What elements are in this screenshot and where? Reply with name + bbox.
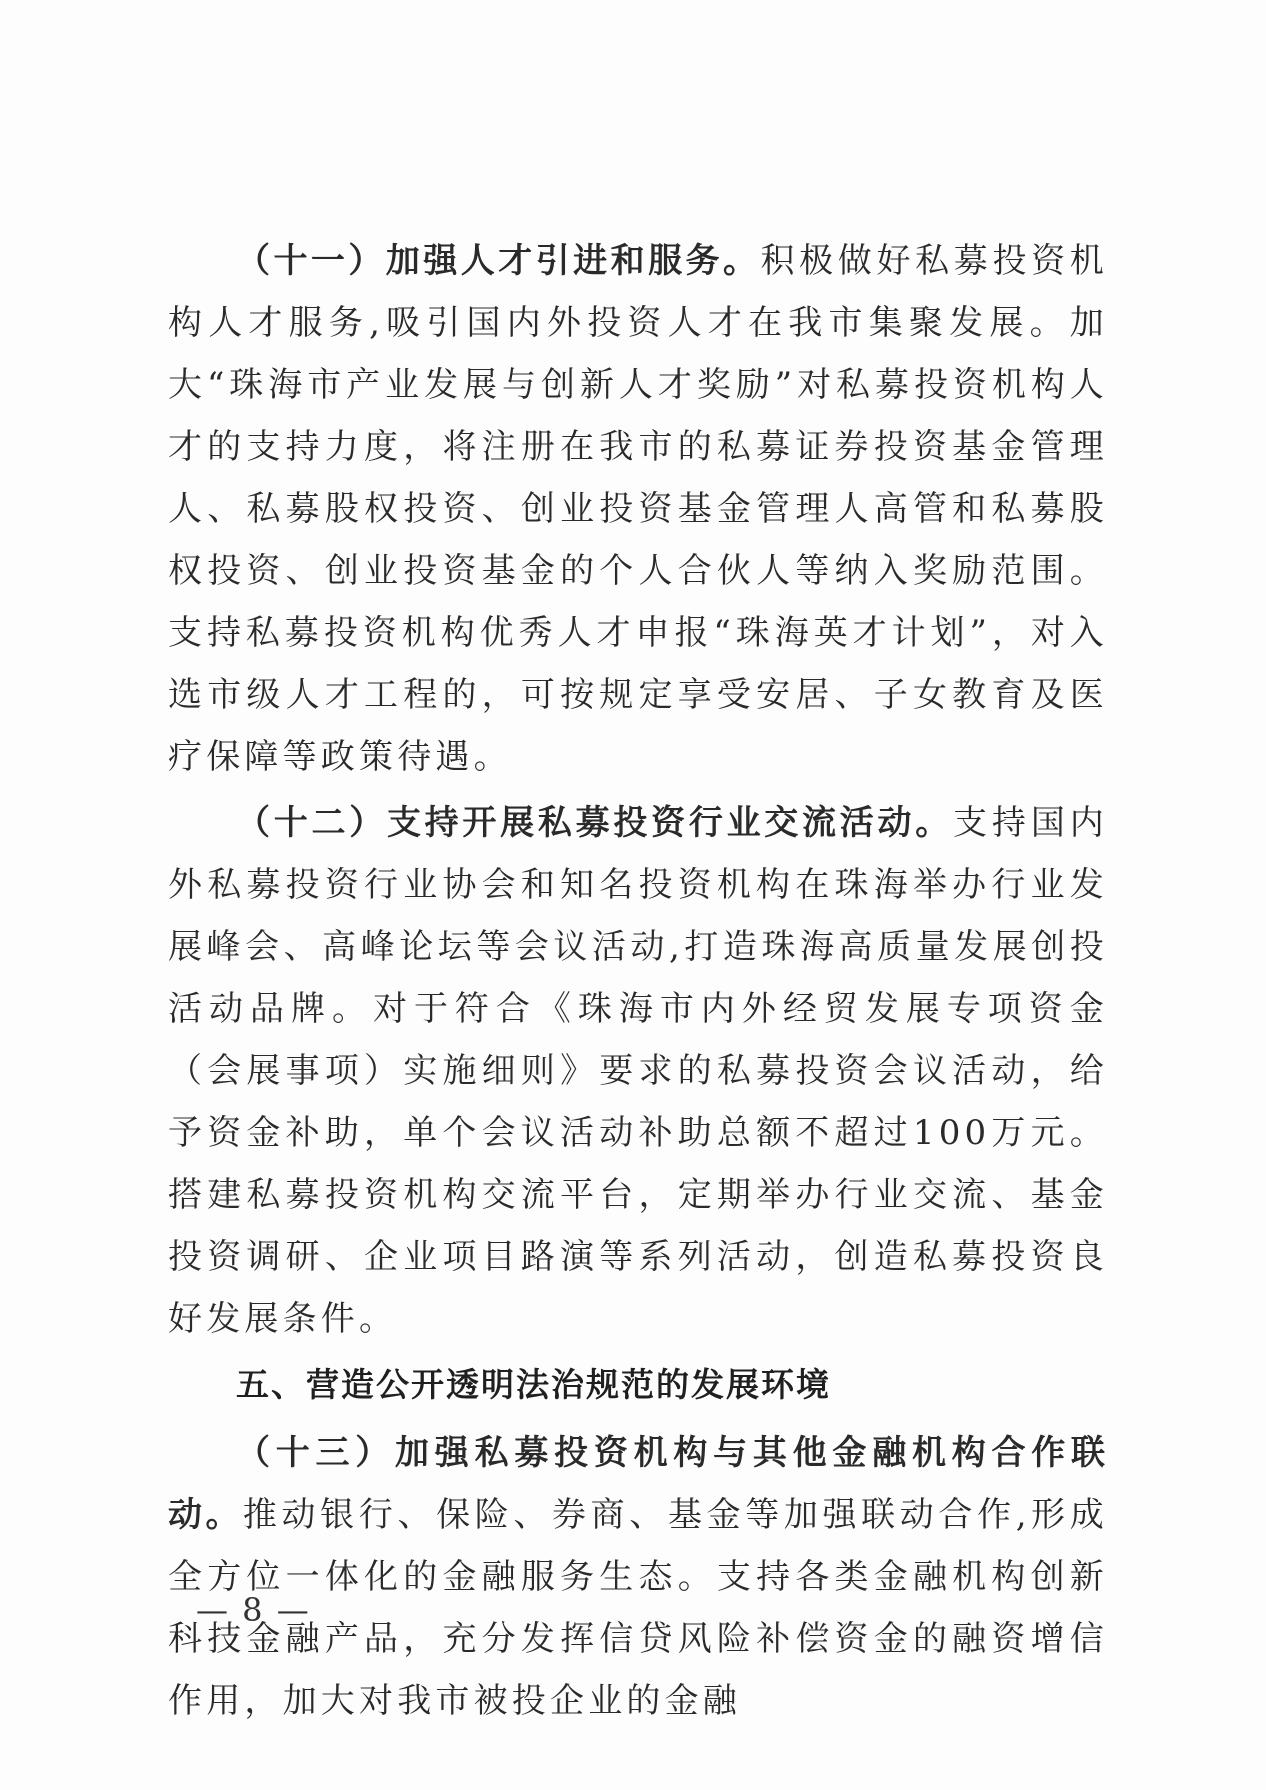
paragraph-lead-heading: （十一）加强人才引进和服务。 [236, 241, 761, 281]
paragraph-industry-exchange [168, 792, 1108, 1350]
paragraph-financial-cooperation [168, 1422, 1108, 1732]
paragraph-lead-heading: （十三）加强私募投资机构与其他金融机构合作联动。 [168, 1433, 1108, 1535]
paragraph-body-text: 推动银行、保险、券商、基金等加强联动合作,形成全方位一体化的金融服务生态。支持各类金融机构创新科技金融产品，充分发挥信贷风险补偿资金的融资增信作用，加大对我市被投企业的金融 [168, 1495, 1109, 1721]
section-heading: 五、营造公开透明法治规范的发展环境 [236, 1365, 831, 1404]
paragraph-lead-heading: （十二）支持开展私募投资行业交流活动。 [236, 803, 953, 843]
page-number: — 8 — [196, 1591, 311, 1629]
paragraph-talent-services [168, 230, 1108, 788]
paragraph-body-text: 积极做好私募投资机构人才服务,吸引国内外投资人才在我市集聚发展。加大“珠海市产业发展与创新人才奖励”对私募投资机构人才的支持力度，将注册在我市的私募证券投资基金管理人、私募股权投资、创业投资基金管理人高管和私募股权投资、创业投资基金的个人合伙人等纳入奖励范围。支持私募投资机构优秀人才申报“珠海英才计划”，对入选市级人才工程的，可按规定享受安居、子女教育及医疗保障等政策待遇。 [168, 241, 1108, 777]
paragraph-body-text: 支持国内外私募投资行业协会和知名投资机构在珠海举办行业发展峰会、高峰论坛等会议活动,打造珠海高质量发展创投活动品牌。对于符合《珠海市内外经贸发展专项资金（会展事项）实施细则》要求的私募投资会议活动，给予资金补助，单个会议活动补助总额不超过100万元。搭建私募投资机构交流平台，定期举办行业交流、基金投资调研、企业项目路演等系列活动，创造私募投资良好发展条件。 [168, 803, 1108, 1339]
document-body [168, 230, 1108, 1736]
